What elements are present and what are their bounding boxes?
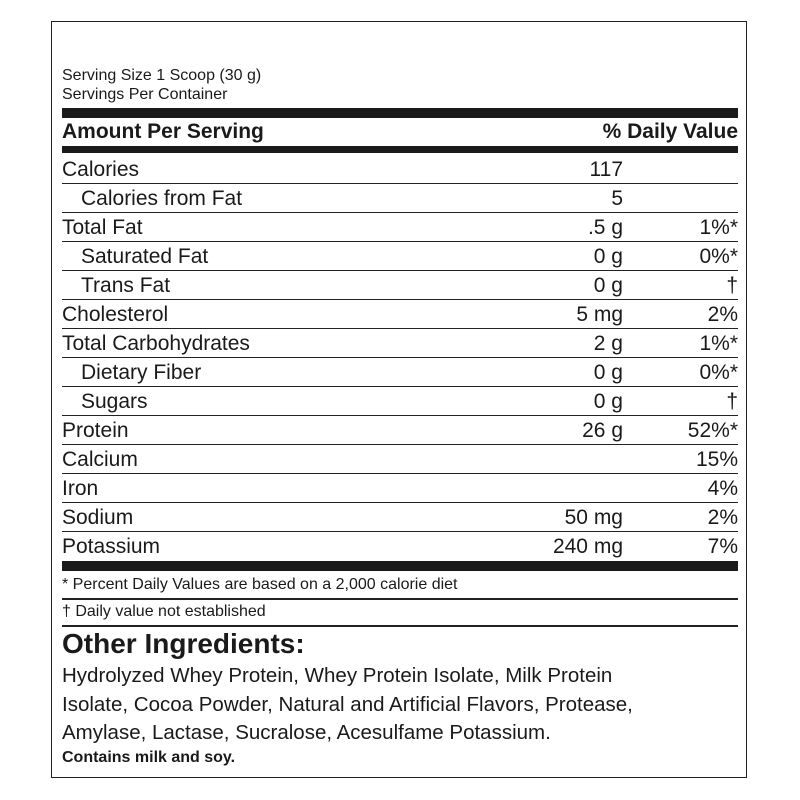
ingredients-line: Isolate, Cocoa Powder, Natural and Artificial Flavors, Protease,: [62, 692, 633, 716]
amount-per-serving-heading: Amount Per Serving: [62, 120, 264, 143]
nutrient-daily-value: 52%*: [687, 419, 738, 442]
header-thick-divider: [62, 146, 738, 153]
nutrient-amount: 0 g: [593, 390, 623, 413]
top-thick-divider: [62, 108, 738, 118]
nutrition-facts-panel: [51, 21, 747, 778]
nutrient-amount: .5 g: [587, 216, 623, 239]
ingredients-line: Amylase, Lactase, Sucralose, Acesulfame Potassium.: [62, 721, 551, 744]
ingredients-line: Hydrolyzed Whey Protein, Whey Protein Isolate, Milk Protein: [62, 664, 613, 687]
nutrient-name: Calories: [62, 158, 140, 181]
table-header: [62, 118, 738, 146]
nutrient-name: Protein: [62, 419, 129, 442]
nutrient-daily-value: 2%: [707, 506, 738, 529]
nutrient-rows: [62, 155, 738, 561]
nutrient-name: Calcium: [62, 448, 138, 471]
nutrient-amount: 240 mg: [552, 535, 623, 558]
nutrient-daily-value: 1%*: [699, 332, 738, 355]
nutrient-name: Potassium: [62, 535, 161, 558]
nutrient-amount: 26 g: [582, 419, 623, 442]
nutrient-row-trans-fat: [62, 271, 738, 300]
nutrient-row-saturated-fat: [62, 242, 738, 271]
daily-value-heading: % Daily Value: [602, 120, 738, 143]
nutrient-row-dietary-fiber: [62, 358, 738, 387]
nutrient-row-calcium: [62, 445, 738, 474]
nutrient-name: Calories from Fat: [81, 187, 243, 210]
nutrient-name: Dietary Fiber: [81, 361, 202, 384]
nutrient-name: Saturated Fat: [81, 245, 209, 268]
nutrient-name: Iron: [62, 477, 99, 500]
nutrient-name: Trans Fat: [81, 274, 171, 297]
allergen-statement: Contains milk and soy.: [62, 749, 236, 766]
nutrient-row-calories: [62, 155, 738, 184]
nutrient-amount: 0 g: [593, 361, 623, 384]
nutrient-name: Total Carbohydrates: [62, 332, 250, 355]
nutrient-amount: 117: [589, 158, 623, 181]
nutrient-name: Sodium: [62, 506, 134, 529]
other-ingredients-title: Other Ingredients:: [62, 628, 305, 659]
nutrient-daily-value: 0%*: [699, 361, 738, 384]
nutrient-daily-value: 1%*: [699, 216, 738, 239]
nutrient-row-total-carbohydrates: [62, 329, 738, 358]
footnote-percent-daily-values: * Percent Daily Values are based on a 2,000 calorie diet: [62, 576, 458, 593]
serving-info: [62, 66, 738, 104]
nutrient-amount: 0 g: [593, 245, 623, 268]
nutrient-row-calories-from-fat: [62, 184, 738, 213]
nutrient-amount: 5 mg: [576, 303, 623, 326]
nutrient-daily-value: 15%: [695, 448, 738, 471]
nutrient-amount: 2 g: [593, 332, 623, 355]
nutrient-amount: 5: [611, 187, 623, 210]
nutrient-row-sodium: [62, 503, 738, 532]
nutrient-name: Total Fat: [62, 216, 143, 239]
footnote-divider: [62, 598, 738, 600]
nutrient-daily-value: †: [726, 390, 738, 413]
nutrient-daily-value: 4%: [707, 477, 738, 500]
servings-per-container: Servings Per Container: [62, 86, 228, 103]
bottom-thick-divider: [62, 561, 738, 571]
nutrient-row-iron: [62, 474, 738, 503]
nutrient-amount: 50 mg: [564, 506, 623, 529]
nutrient-amount: 0 g: [593, 274, 623, 297]
other-ingredients-text: [62, 662, 738, 748]
nutrient-row-sugars: [62, 387, 738, 416]
footnote-daily-value-not-established: † Daily value not established: [62, 603, 266, 620]
nutrient-row-protein: [62, 416, 738, 445]
nutrient-daily-value: 7%: [707, 535, 738, 558]
nutrient-name: Sugars: [81, 390, 148, 413]
nutrient-row-total-fat: [62, 213, 738, 242]
nutrient-daily-value: †: [726, 274, 738, 297]
nutrient-name: Cholesterol: [62, 303, 169, 326]
serving-size: Serving Size 1 Scoop (30 g): [62, 67, 262, 84]
nutrient-daily-value: 0%*: [699, 245, 738, 268]
nutrient-row-cholesterol: [62, 300, 738, 329]
nutrient-row-potassium: [62, 532, 738, 561]
nutrient-daily-value: 2%: [707, 303, 738, 326]
